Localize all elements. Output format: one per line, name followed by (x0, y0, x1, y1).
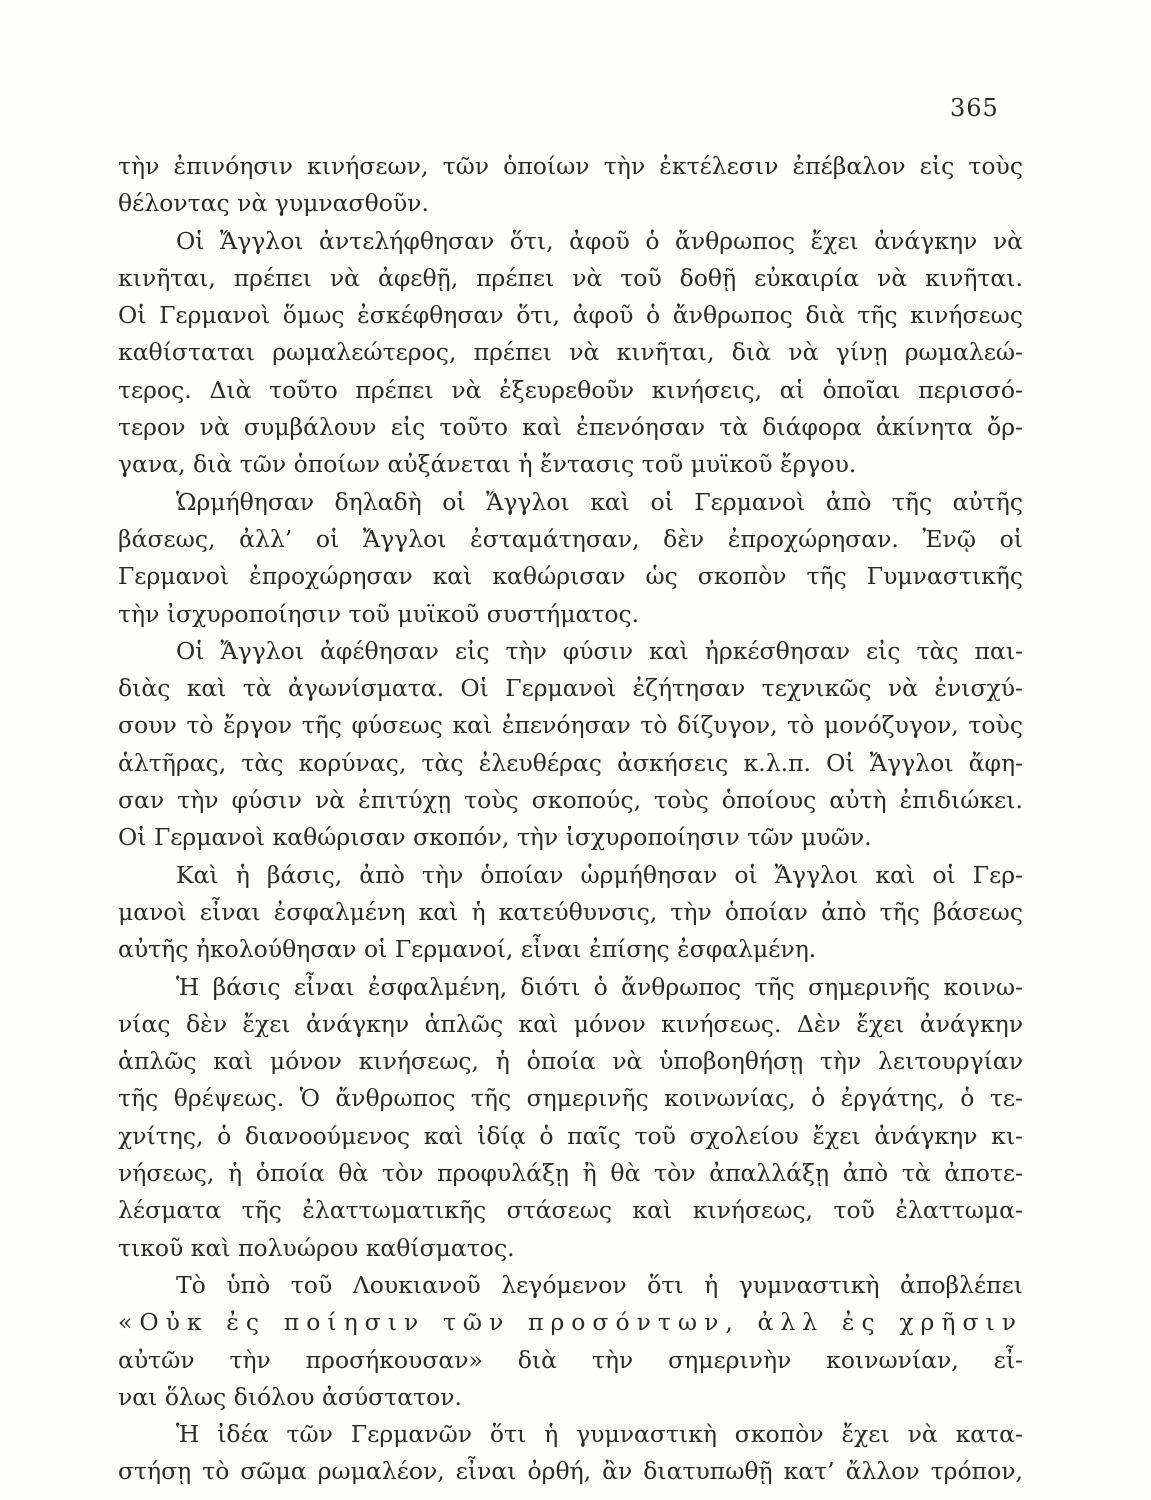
text-line: Οἱ Γερμανοὶ καθώρισαν σκοπόν, τὴν ἰσχυροποίησιν τῶν μυῶν. (118, 823, 872, 852)
text-line: θέλοντας νὰ γυμνασθοῦν. (118, 189, 429, 218)
text-line: τῆς θρέψεως. Ὁ ἄνθρωπος τῆς σημερινῆς κοινωνίας, ὁ ἐργάτης, ὁ τε- (118, 1084, 1023, 1113)
text-line: νήσεως, ἡ ὁποία θὰ τὸν προφυλάξῃ ἢ θὰ τὸν ἀπαλλάξῃ ἀπὸ τὰ ἀποτε- (118, 1159, 1023, 1188)
text-line: νίας δὲν ἔχει ἀνάγκην ἁπλῶς καὶ μόνον κινήσεως. Δὲν ἔχει ἀνάγκην (118, 1009, 1023, 1038)
text-line: Τὸ ὑπὸ τοῦ Λουκιανοῦ λεγόμενον ὅτι ἡ γυμναστικὴ ἀποβλέπει (176, 1270, 1023, 1299)
text-line: καθίσταται ρωμαλεώτερος, πρέπει νὰ κινῆται, διὰ νὰ γίνῃ ρωμαλεώ- (118, 338, 1023, 367)
text-line: διὰς καὶ τὰ ἀγωνίσματα. Οἱ Γερμανοὶ ἐζήτησαν τεχνικῶς νὰ ἐνισχύ- (118, 674, 1023, 703)
text-line: Ἡ ἰδέα τῶν Γερμανῶν ὅτι ἡ γυμναστικὴ σκοπὸν ἔχει νὰ κατα- (176, 1420, 1023, 1449)
body-text (118, 148, 1023, 1491)
text-line: Γερμανοὶ ἐπροχώρησαν καὶ καθώρισαν ὡς σκοπὸν τῆς Γυμναστικῆς (118, 562, 1023, 591)
text-line: βάσεως, ἀλλ’ οἱ Ἄγγλοι ἐσταμάτησαν, δὲν ἐπροχώρησαν. Ἐνῷ οἱ (118, 524, 1023, 553)
text-line: ἁλτῆρας, τὰς κορύνας, τὰς ἐλευθέρας ἀσκήσεις κ.λ.π. Οἱ Ἄγγλοι ἄφη- (118, 748, 1023, 777)
text-line: σαν τὴν φύσιν νὰ ἐπιτύχῃ τοὺς σκοπούς, τοὺς ὁποίους αὐτὴ ἐπιδιώκει. (118, 786, 1023, 815)
text-line: τὴν ἰσχυροποίησιν τοῦ μυϊκοῦ συστήματος. (118, 599, 640, 628)
text-line: «Οὐκ ἐς ποίησιν τῶν προσόντων, ἀλλ ἐς χρῆσιν (118, 1308, 1023, 1337)
text-line: κινῆται, πρέπει νὰ ἀφεθῇ, πρέπει νὰ τοῦ δοθῇ εὐκαιρία νὰ κινῆται. (118, 263, 1023, 292)
text-line: Ὡρμήθησαν δηλαδὴ οἱ Ἄγγλοι καὶ οἱ Γερμανοὶ ἀπὸ τῆς αὐτῆς (176, 487, 1023, 516)
text-line: αὐτῆς ἠκολούθησαν οἱ Γερμανοί, εἶναι ἐπίσης ἐσφαλμένη. (118, 935, 817, 964)
text-line: Καὶ ἡ βάσις, ἀπὸ τὴν ὁποίαν ὡρμήθησαν οἱ Ἄγγλοι καὶ οἱ Γερ- (176, 860, 1023, 889)
text-line: γανα, διὰ τῶν ὁποίων αὐξάνεται ἡ ἔντασις τοῦ μυϊκοῦ ἔργου. (118, 450, 857, 479)
text-line: μανοὶ εἶναι ἐσφαλμένη καὶ ἡ κατεύθυνσις, τὴν ὁποίαν ἀπὸ τῆς βάσεως (118, 897, 1023, 926)
text-line: σουν τὸ ἔργον τῆς φύσεως καὶ ἐπενόησαν τὸ δίζυγον, τὸ μονόζυγον, τοὺς (118, 711, 1023, 740)
page-number: 365 (950, 94, 999, 122)
text-line: ναι ὅλως διόλου ἀσύστατον. (118, 1382, 462, 1411)
text-line: στήσῃ τὸ σῶμα ρωμαλέον, εἶναι ὀρθή, ἂν διατυπωθῇ κατ’ ἄλλον τρόπον, (118, 1457, 1023, 1486)
text-line: τερον νὰ συμβάλουν εἰς τοῦτο καὶ ἐπενόησαν τὰ διάφορα ἀκίνητα ὄρ- (118, 413, 1023, 442)
text-line: ἁπλῶς καὶ μόνον κινήσεως, ἡ ὁποία νὰ ὑποβοηθήσῃ τὴν λειτουργίαν (118, 1047, 1023, 1076)
text-line: Ἡ βάσις εἶναι ἐσφαλμένη, διότι ὁ ἄνθρωπος τῆς σημερινῆς κοινω- (176, 972, 1023, 1001)
text-line: τικοῦ καὶ πολυώρου καθίσματος. (118, 1233, 515, 1262)
text-line: Οἱ Ἄγγλοι ἀντελήφθησαν ὅτι, ἀφοῦ ὁ ἄνθρωπος ἔχει ἀνάγκην νὰ (176, 226, 1023, 255)
text-line: αὐτῶν τὴν προσήκουσαν» διὰ τὴν σημερινὴν κοινωνίαν, εἶ- (118, 1345, 1023, 1374)
text-line: Οἱ Γερμανοὶ ὅμως ἐσκέφθησαν ὅτι, ἀφοῦ ὁ ἄνθρωπος διὰ τῆς κινήσεως (118, 301, 1023, 330)
text-line: τὴν ἐπινόησιν κινήσεων, τῶν ὁποίων τὴν ἐκτέλεσιν ἐπέβαλον εἰς τοὺς (118, 152, 1023, 180)
text-line: Οἱ Ἄγγλοι ἀφέθησαν εἰς τὴν φύσιν καὶ ἠρκέσθησαν εἰς τὰς παι- (176, 636, 1023, 665)
text-line: τερος. Διὰ τοῦτο πρέπει νὰ ἐξευρεθοῦν κινήσεις, αἱ ὁποῖαι περισσό- (118, 375, 1023, 404)
text-line: χνίτης, ὁ διανοούμενος καὶ ἰδίᾳ ὁ παῖς τοῦ σχολείου ἔχει ἀνάγκην κι- (118, 1121, 1023, 1150)
text-line: λέσματα τῆς ἐλαττωματικῆς στάσεως καὶ κινήσεως, τοῦ ἐλαττωμα- (118, 1196, 1023, 1225)
